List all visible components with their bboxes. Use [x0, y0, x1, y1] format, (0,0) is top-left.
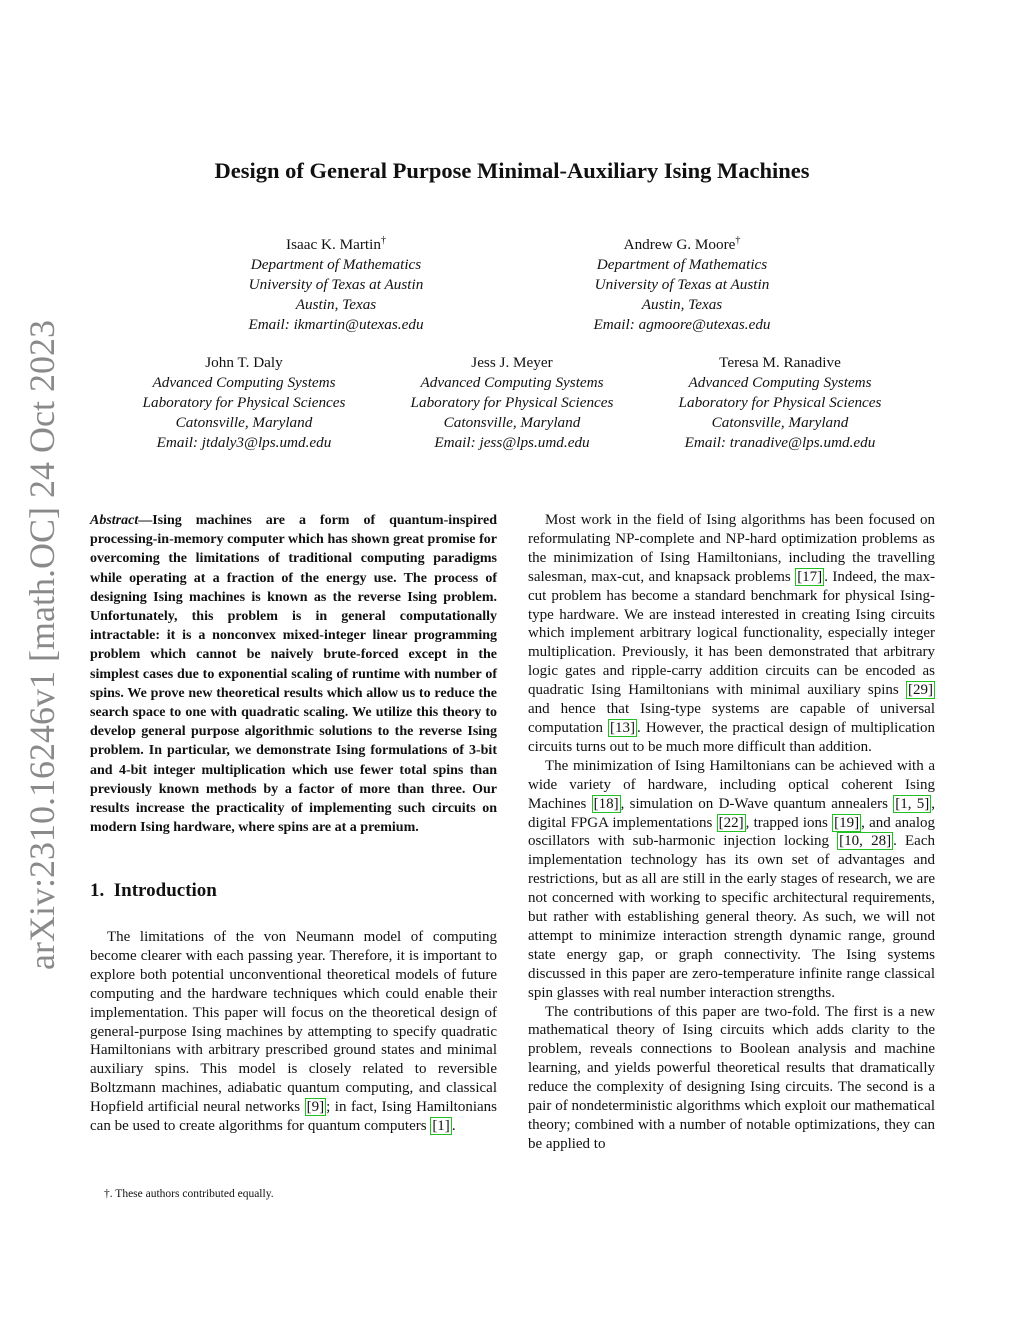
author-affiliation: Laboratory for Physical Sciences	[142, 394, 346, 411]
author-affiliation: Department of Mathematics	[250, 256, 422, 274]
author-name: Isaac K. Martin†	[286, 235, 386, 254]
abstract	[90, 511, 497, 837]
author-email: Email: ikmartin@utexas.edu	[248, 316, 424, 334]
author-name: Teresa M. Ranadive	[719, 354, 841, 371]
citation-link[interactable]: [19]	[834, 814, 860, 831]
citation-link[interactable]: [1, 5]	[895, 795, 930, 812]
citation-link[interactable]: [29]	[908, 682, 933, 699]
author-affiliation: Laboratory for Physical Sciences	[678, 394, 882, 411]
author-affiliation: Advanced Computing Systems	[420, 374, 604, 391]
citation-link[interactable]: [13]	[610, 719, 636, 736]
paragraph: The limitations of the von Neumann model of computing become clearer with each passing year. Therefore, it is important to explore both potential unconventional theoretical models of future computing and the hardware techniques which could enable their implementation. This paper will focus on the theoretical design of general-purpose Ising machines by attempting to specify quadratic Hamiltonians with arbitrary prescribed ground states and minimal auxiliary spins. This model is closely related to reversible Boltzmann machines, adiabatic quantum computing, and classical Hopfield artificial neural networks [9] ; in fact, Ising Hamiltonians can be used to create algorithms for quantum computers [1] .	[90, 929, 498, 1135]
footnote: †. These authors contributed equally.	[104, 1188, 274, 1200]
citation-link[interactable]: [1]	[432, 1118, 450, 1135]
citation-link[interactable]: [22]	[718, 814, 744, 831]
author-affiliation: Department of Mathematics	[596, 256, 768, 274]
author-location: Catonsville, Maryland	[175, 414, 313, 431]
paragraph: The minimization of Ising Hamiltonians can be achieved with a wide variety of hardware, including optical coherent Ising Machines [18] , simulation on D-Wave quantum annealers [1, 5] , digital FPGA implementations [22] , trapped ions [19] , and analog oscillators with sub-harmonic injection locking [10, 28] . Each implementation technology has its own set of advantages and restrictions, but as all are still in the early stages of research, we are not concerned with working to specific architectural requirements, but rather with establishing general theory. As such, we will not attempt to minimize interaction strength dynamic range, ground state energy gap, or graph connectivity. The Ising systems discussed in this paper are zero-temperature infinite range classical spin glasses with real number interaction strengths.	[528, 757, 936, 1001]
author-block	[542, 231, 822, 335]
citation-link[interactable]: [17]	[797, 568, 823, 585]
citation-link[interactable]: [18]	[593, 795, 619, 812]
arxiv-stamp	[22, 320, 62, 970]
author-block	[110, 353, 378, 453]
author-location: Catonsville, Maryland	[443, 414, 581, 431]
author-email: Email: jess@lps.umd.edu	[434, 434, 590, 451]
author-affiliation: Laboratory for Physical Sciences	[410, 394, 614, 411]
author-block	[378, 353, 646, 453]
author-name: Jess J. Meyer	[471, 354, 553, 371]
arxiv-stamp-text: arXiv:2310.16246v1 [math.OC] 24 Oct 2023	[22, 320, 62, 970]
paragraph: The contributions of this paper are two-fold. The first is a new mathematical theory of Ising circuits which adds clarity to the problem, reveals connections to Boolean analysis and machine learning, and yields powerful theoretical results that dramatically reduce the complexity of designing Ising circuits. The second is a pair of nondeterministic algorithms which exploit our mathematical theory; combined with a number of notable optimizations, they can be applied to	[528, 1003, 935, 1152]
author-name: John T. Daly	[205, 354, 283, 371]
citation-link[interactable]: [10, 28]	[839, 833, 892, 850]
author-location: Austin, Texas	[641, 296, 723, 314]
author-affiliation: Advanced Computing Systems	[152, 374, 336, 391]
abstract-text: —Ising machines are a form of quantum-inspired processing-in-memory computer which has shown great promise for overcoming the limitations of traditional computing paradigms while operating at a fraction of the energy use. The process of designing Ising machines is known as the reverse Ising problem. Unfortunately, this problem is in general computationally intractable: it is a nonconvex mixed-integer linear programming problem which cannot be naively brute-forced except in the simplest cases due to exponential scaling of runtime with number of spins. We prove new theoretical results which allow us to reduce the search space to one with quadratic scaling. We utilize this theory to develop general purpose algorithmic solutions to the reverse Ising problem. In particular, we demonstrate Ising formulations of 3-bit and 4-bit integer multiplication which use fewer total spins than previously known methods by a factor of more than three. Our results increase the practicality of implementing such circuits on modern Ising hardware, where spins are at a premium.	[90, 513, 497, 836]
author-email: Email: jtdaly3@lps.umd.edu	[156, 434, 332, 451]
right-column	[528, 511, 935, 1154]
author-name: Andrew G. Moore†	[623, 235, 741, 254]
author-affiliation: University of Texas at Austin	[248, 276, 424, 294]
abstract-label: Abstract	[90, 513, 139, 528]
author-block	[196, 231, 476, 335]
section-heading: 1. Introduction	[90, 880, 217, 901]
author-location: Austin, Texas	[295, 296, 377, 314]
paragraph: Most work in the field of Ising algorithms has been focused on reformulating NP-complete and NP-hard optimization problems as the minimization of Ising Hamiltonians, including the travelling salesman, max-cut, and knapsack problems [17] . Indeed, the max-cut problem has become a standard benchmark for physical Ising-type hardware. We are instead interested in creating Ising circuits which implement arbitrary logical functionality, especially integer multiplication. Previously, it has been demonstrated that arbitrary logic gates and ripple-carry addition circuits can be encoded as quadratic Ising Hamiltonians with minimal auxiliary spins [29] and hence that Ising-type systems are capable of universal computation [13] . However, the practical design of multiplication circuits turns out to be much more difficult than addition.	[528, 512, 935, 755]
intro-text	[90, 928, 497, 1136]
author-location: Catonsville, Maryland	[711, 414, 849, 431]
author-email: Email: agmoore@utexas.edu	[593, 316, 771, 334]
citation-link[interactable]: [9]	[306, 1099, 325, 1116]
author-block	[646, 353, 914, 453]
paper-title: Design of General Purpose Minimal-Auxiliary Ising Machines	[214, 158, 810, 183]
author-affiliation: Advanced Computing Systems	[688, 374, 872, 391]
author-affiliation: University of Texas at Austin	[594, 276, 770, 294]
author-email: Email: tranadive@lps.umd.edu	[684, 434, 876, 451]
